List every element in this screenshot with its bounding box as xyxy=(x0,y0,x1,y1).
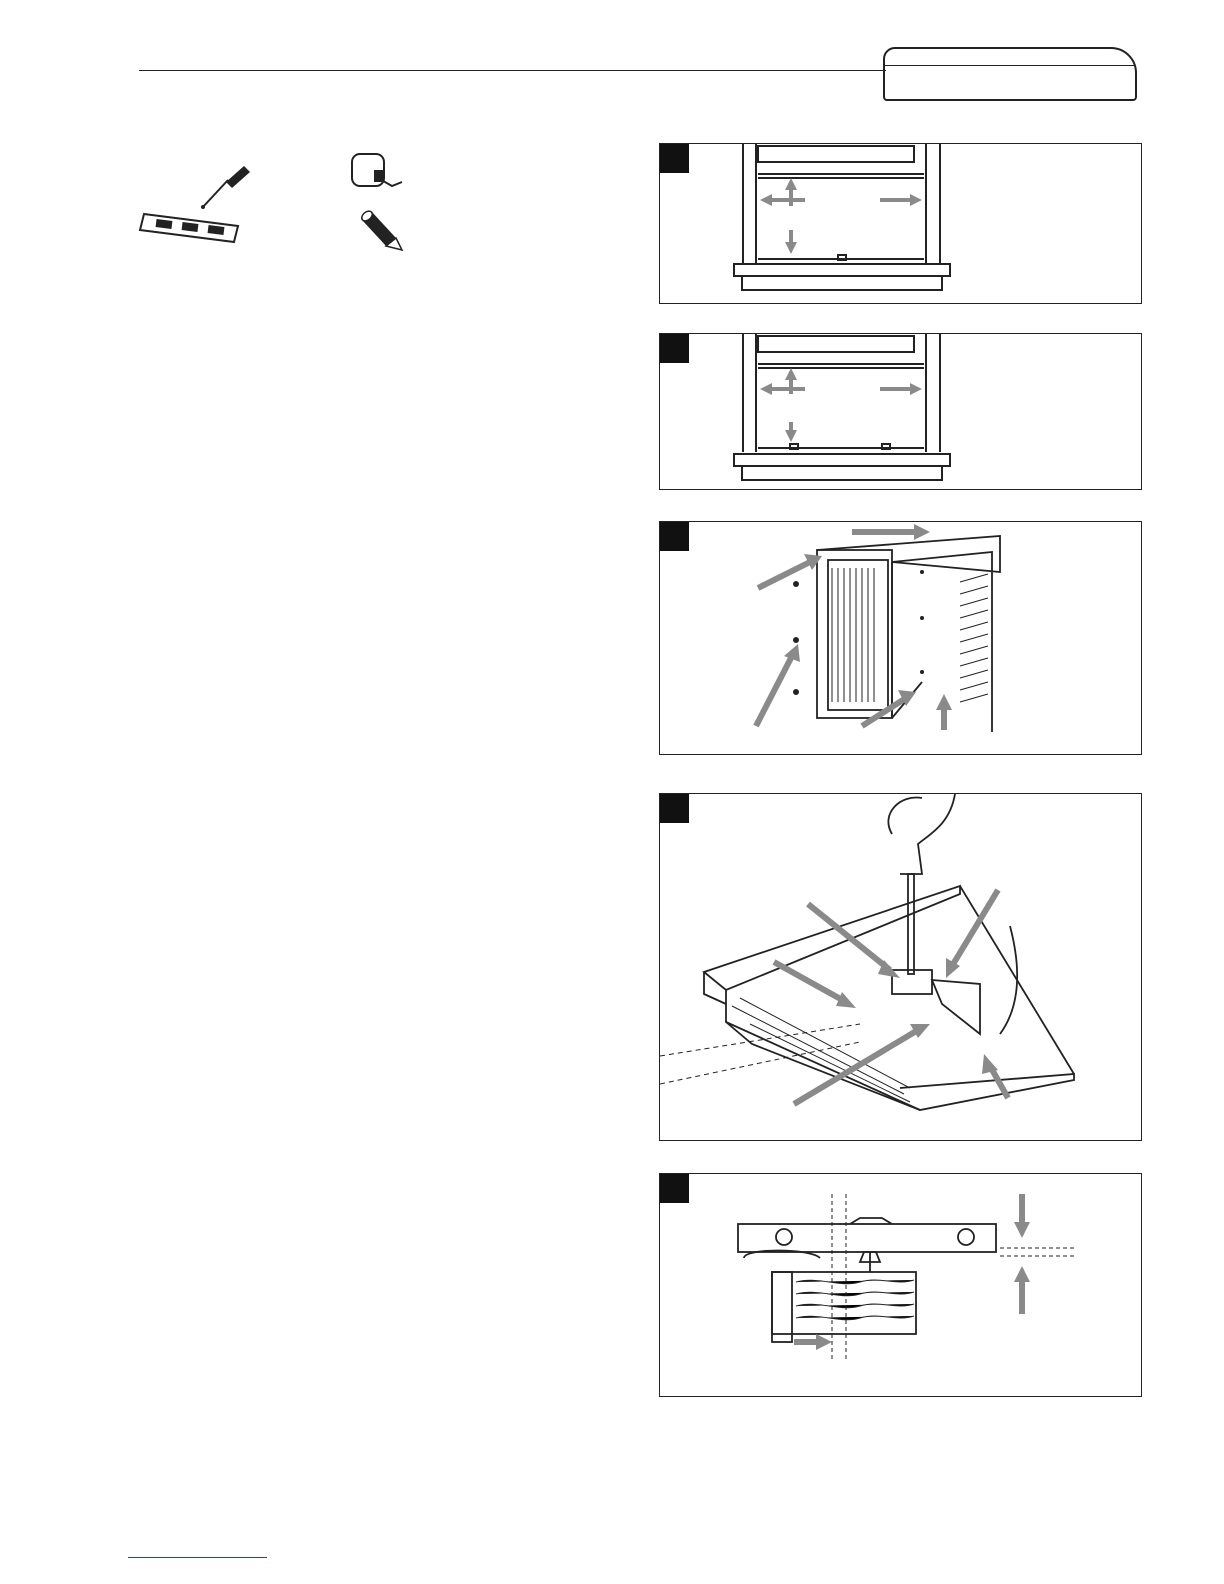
header-rule xyxy=(139,70,886,71)
figure-side-panels xyxy=(659,521,1142,755)
figure-window-measure-2 xyxy=(659,333,1142,490)
footer-link[interactable] xyxy=(128,1557,267,1558)
section-tab xyxy=(883,47,1137,101)
figure-window-measure-1 xyxy=(659,143,1142,304)
level-icon xyxy=(140,214,238,242)
figure-level-check xyxy=(659,1173,1142,1397)
figure-sill-bracket xyxy=(659,793,1142,1141)
tools-illustration xyxy=(130,140,430,270)
screwdriver-icon xyxy=(201,166,250,209)
tape-measure-icon xyxy=(352,154,402,186)
pencil-icon xyxy=(360,209,402,250)
